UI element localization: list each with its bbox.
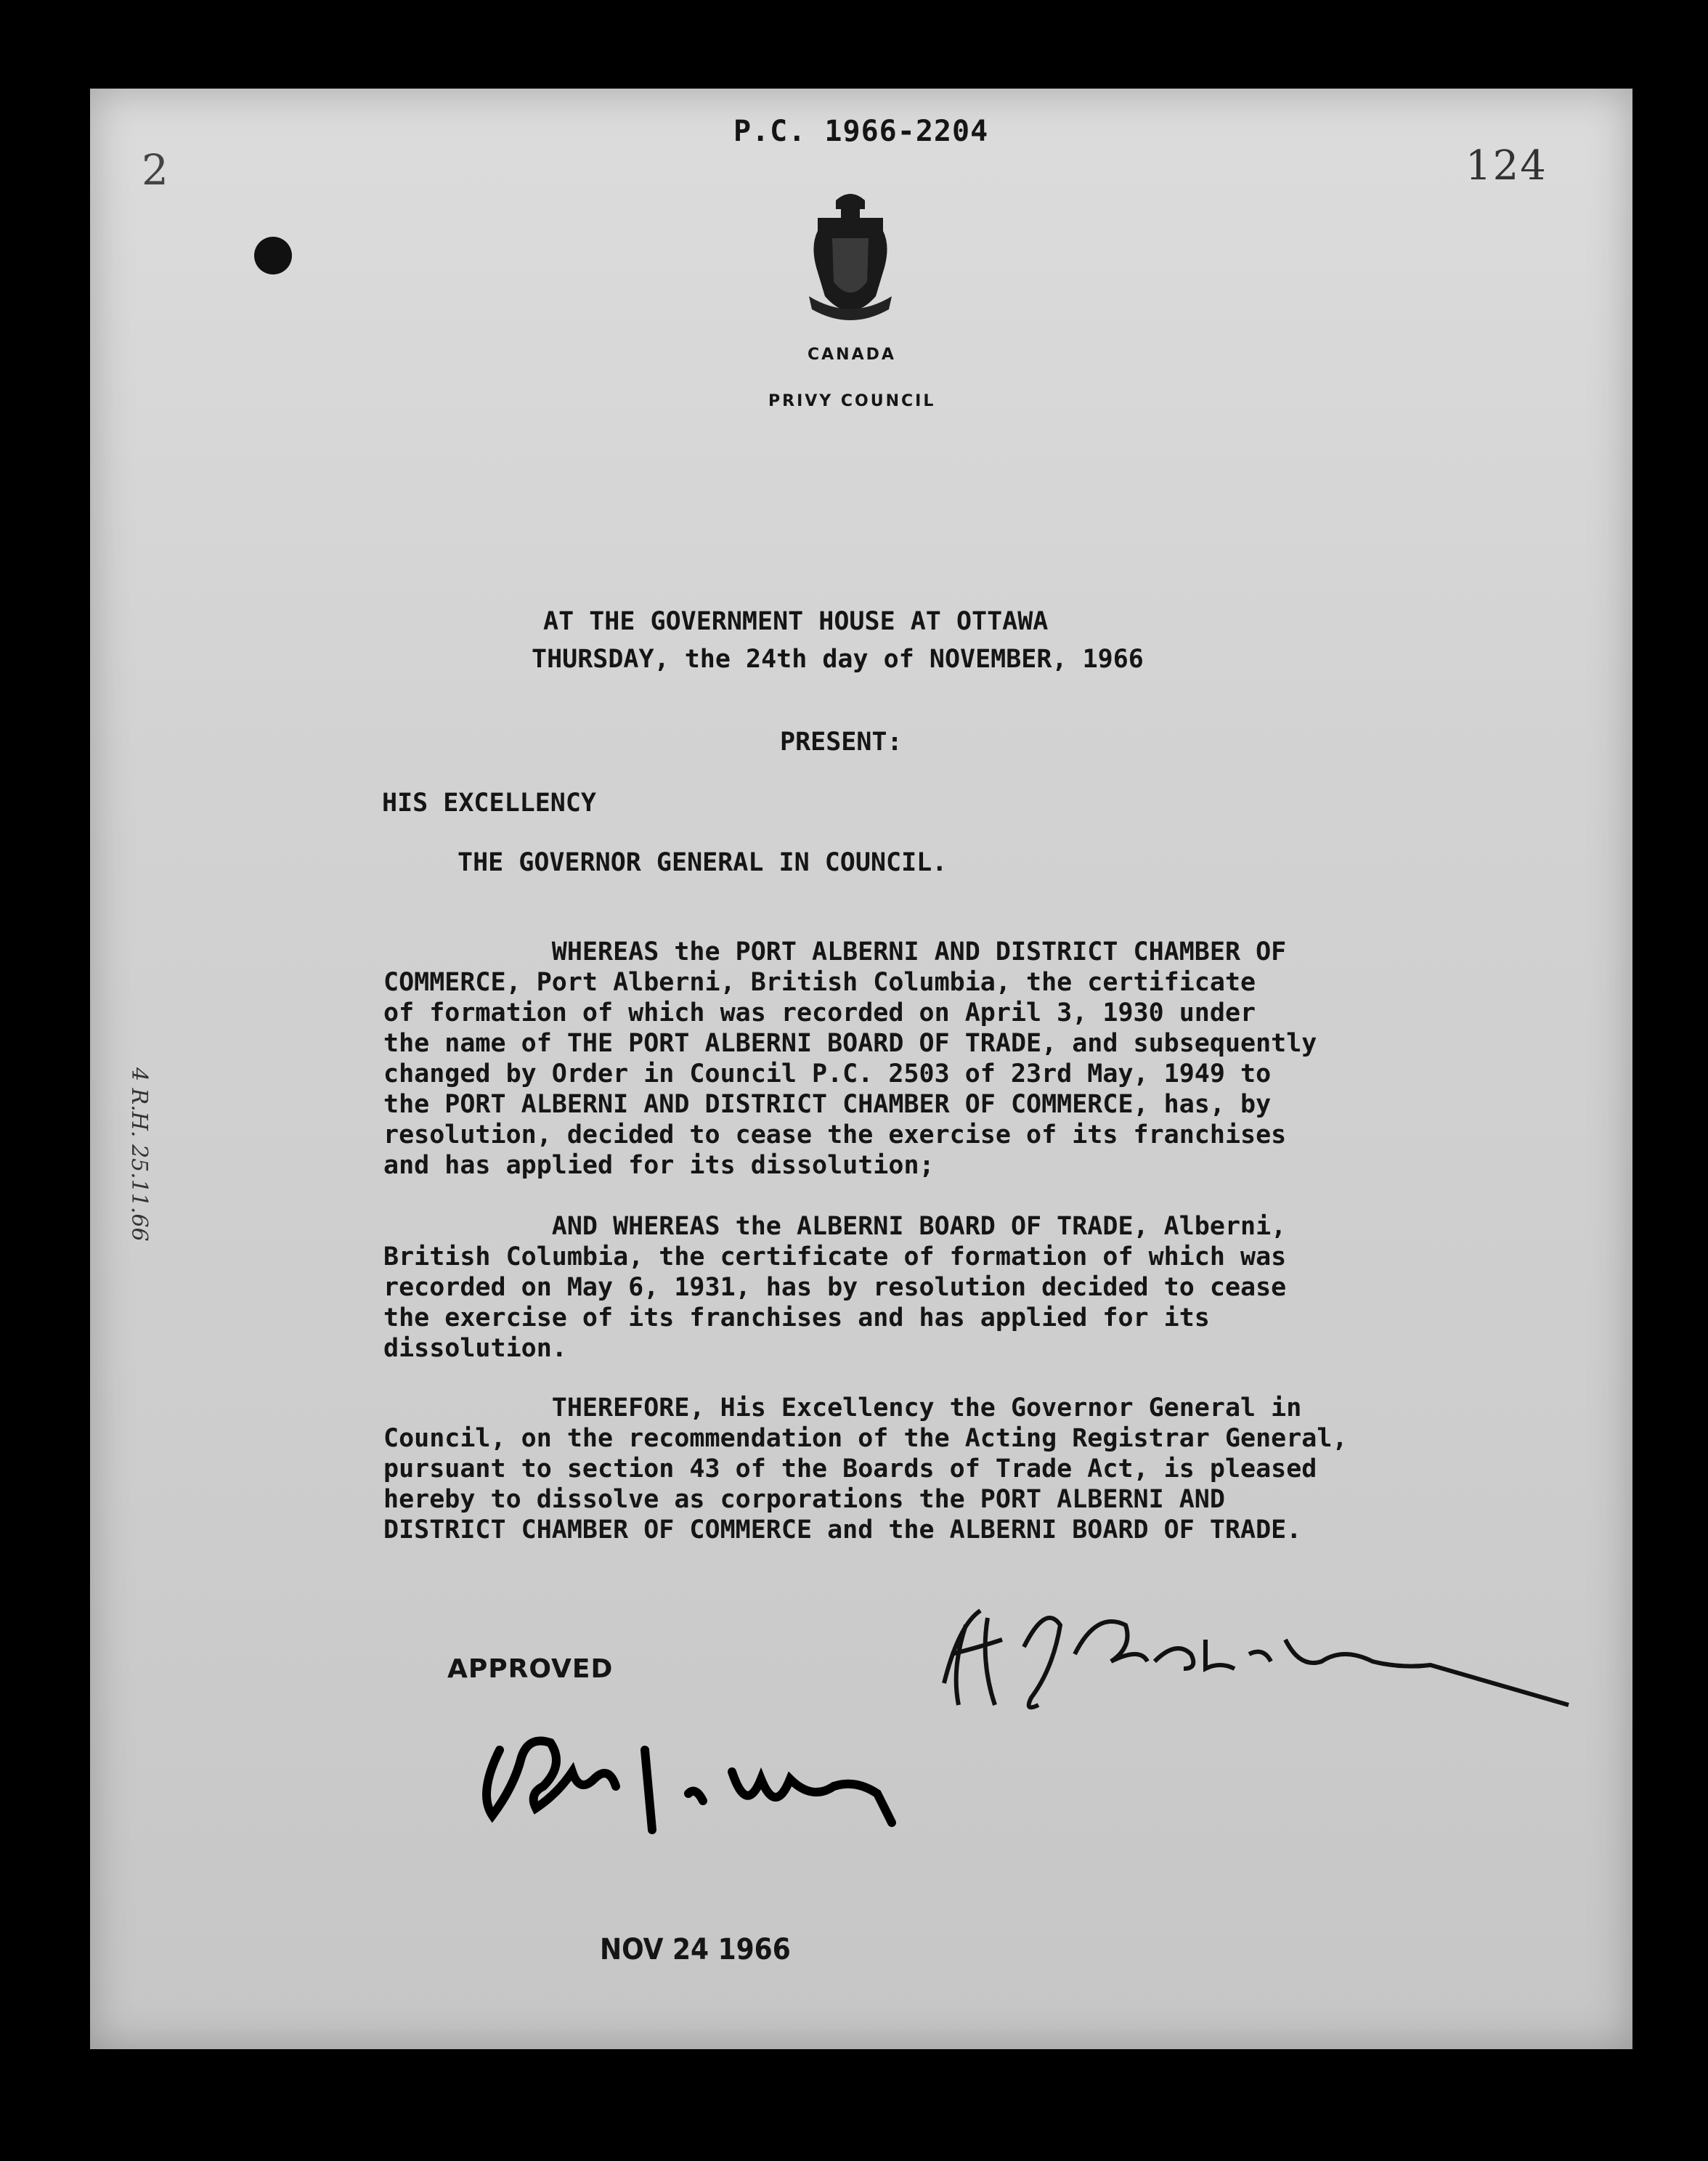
- emblem-country-label: CANADA: [808, 346, 896, 364]
- emblem-office-label: PRIVY COUNCIL: [768, 392, 936, 410]
- heading-place: AT THE GOVERNMENT HOUSE AT OTTAWA: [543, 607, 1049, 636]
- approval-date-stamp: NOV 24 1966: [600, 1933, 791, 1966]
- corner-pencil-mark: 2: [142, 145, 168, 195]
- paragraph-and-whereas: AND WHEREAS the ALBERNI BOARD OF TRADE, Alberni, British Columbia, the certificate of formation of which was recorded on May 6, 1931, has by resolution decided to cease the exercise of its franchises and has applied for its dissolution.: [383, 1212, 1287, 1363]
- svg-text:4 R.H. 25.11.66: 4 R.H. 25.11.66: [126, 1067, 152, 1242]
- heading-present: PRESENT:: [780, 728, 903, 757]
- heading-governor-general: THE GOVERNOR GENERAL IN COUNCIL.: [458, 848, 948, 877]
- heading-his-excellency: HIS EXCELLENCY: [382, 789, 597, 818]
- approved-label: APPROVED: [447, 1654, 614, 1684]
- punch-hole: [254, 237, 292, 274]
- folio-number: 124: [1465, 142, 1548, 190]
- paragraph-therefore: THEREFORE, His Excellency the Governor General in Council, on the recommendation of the Acting Registrar General, pursuant to section 43 of the Boards of Trade Act, is pleased hereby to dissolve as corporations the PORT ALBERNI AND DISTRICT CHAMBER OF COMMERCE and the ALBERNI BOARD OF TRADE.: [383, 1393, 1348, 1545]
- coat-of-arms-icon: [803, 187, 898, 333]
- order-number: P.C. 1966-2204: [733, 115, 989, 148]
- paragraph-whereas: WHEREAS the PORT ALBERNI AND DISTRICT CHAMBER OF COMMERCE, Port Alberni, British Columbia, the certificate of formation of which was recorded on April 3, 1930 under the name of THE PORT ALBERNI BOARD OF TRADE, and subsequently changed by Order in Council P.C. 2503 of 23rd May, 1949 to the PORT ALBERNI AND DISTRICT CHAMBER OF COMMERCE, has, by resolution, decided to cease the exercise of its franchises and has applied for its dissolution;: [383, 937, 1317, 1180]
- heading-date: THURSDAY, the 24th day of NOVEMBER, 1966: [532, 645, 1144, 674]
- margin-handwritten-note: [110, 1067, 154, 1329]
- signature-clerk: [937, 1596, 1576, 1727]
- signature-governor-general: [471, 1706, 935, 1852]
